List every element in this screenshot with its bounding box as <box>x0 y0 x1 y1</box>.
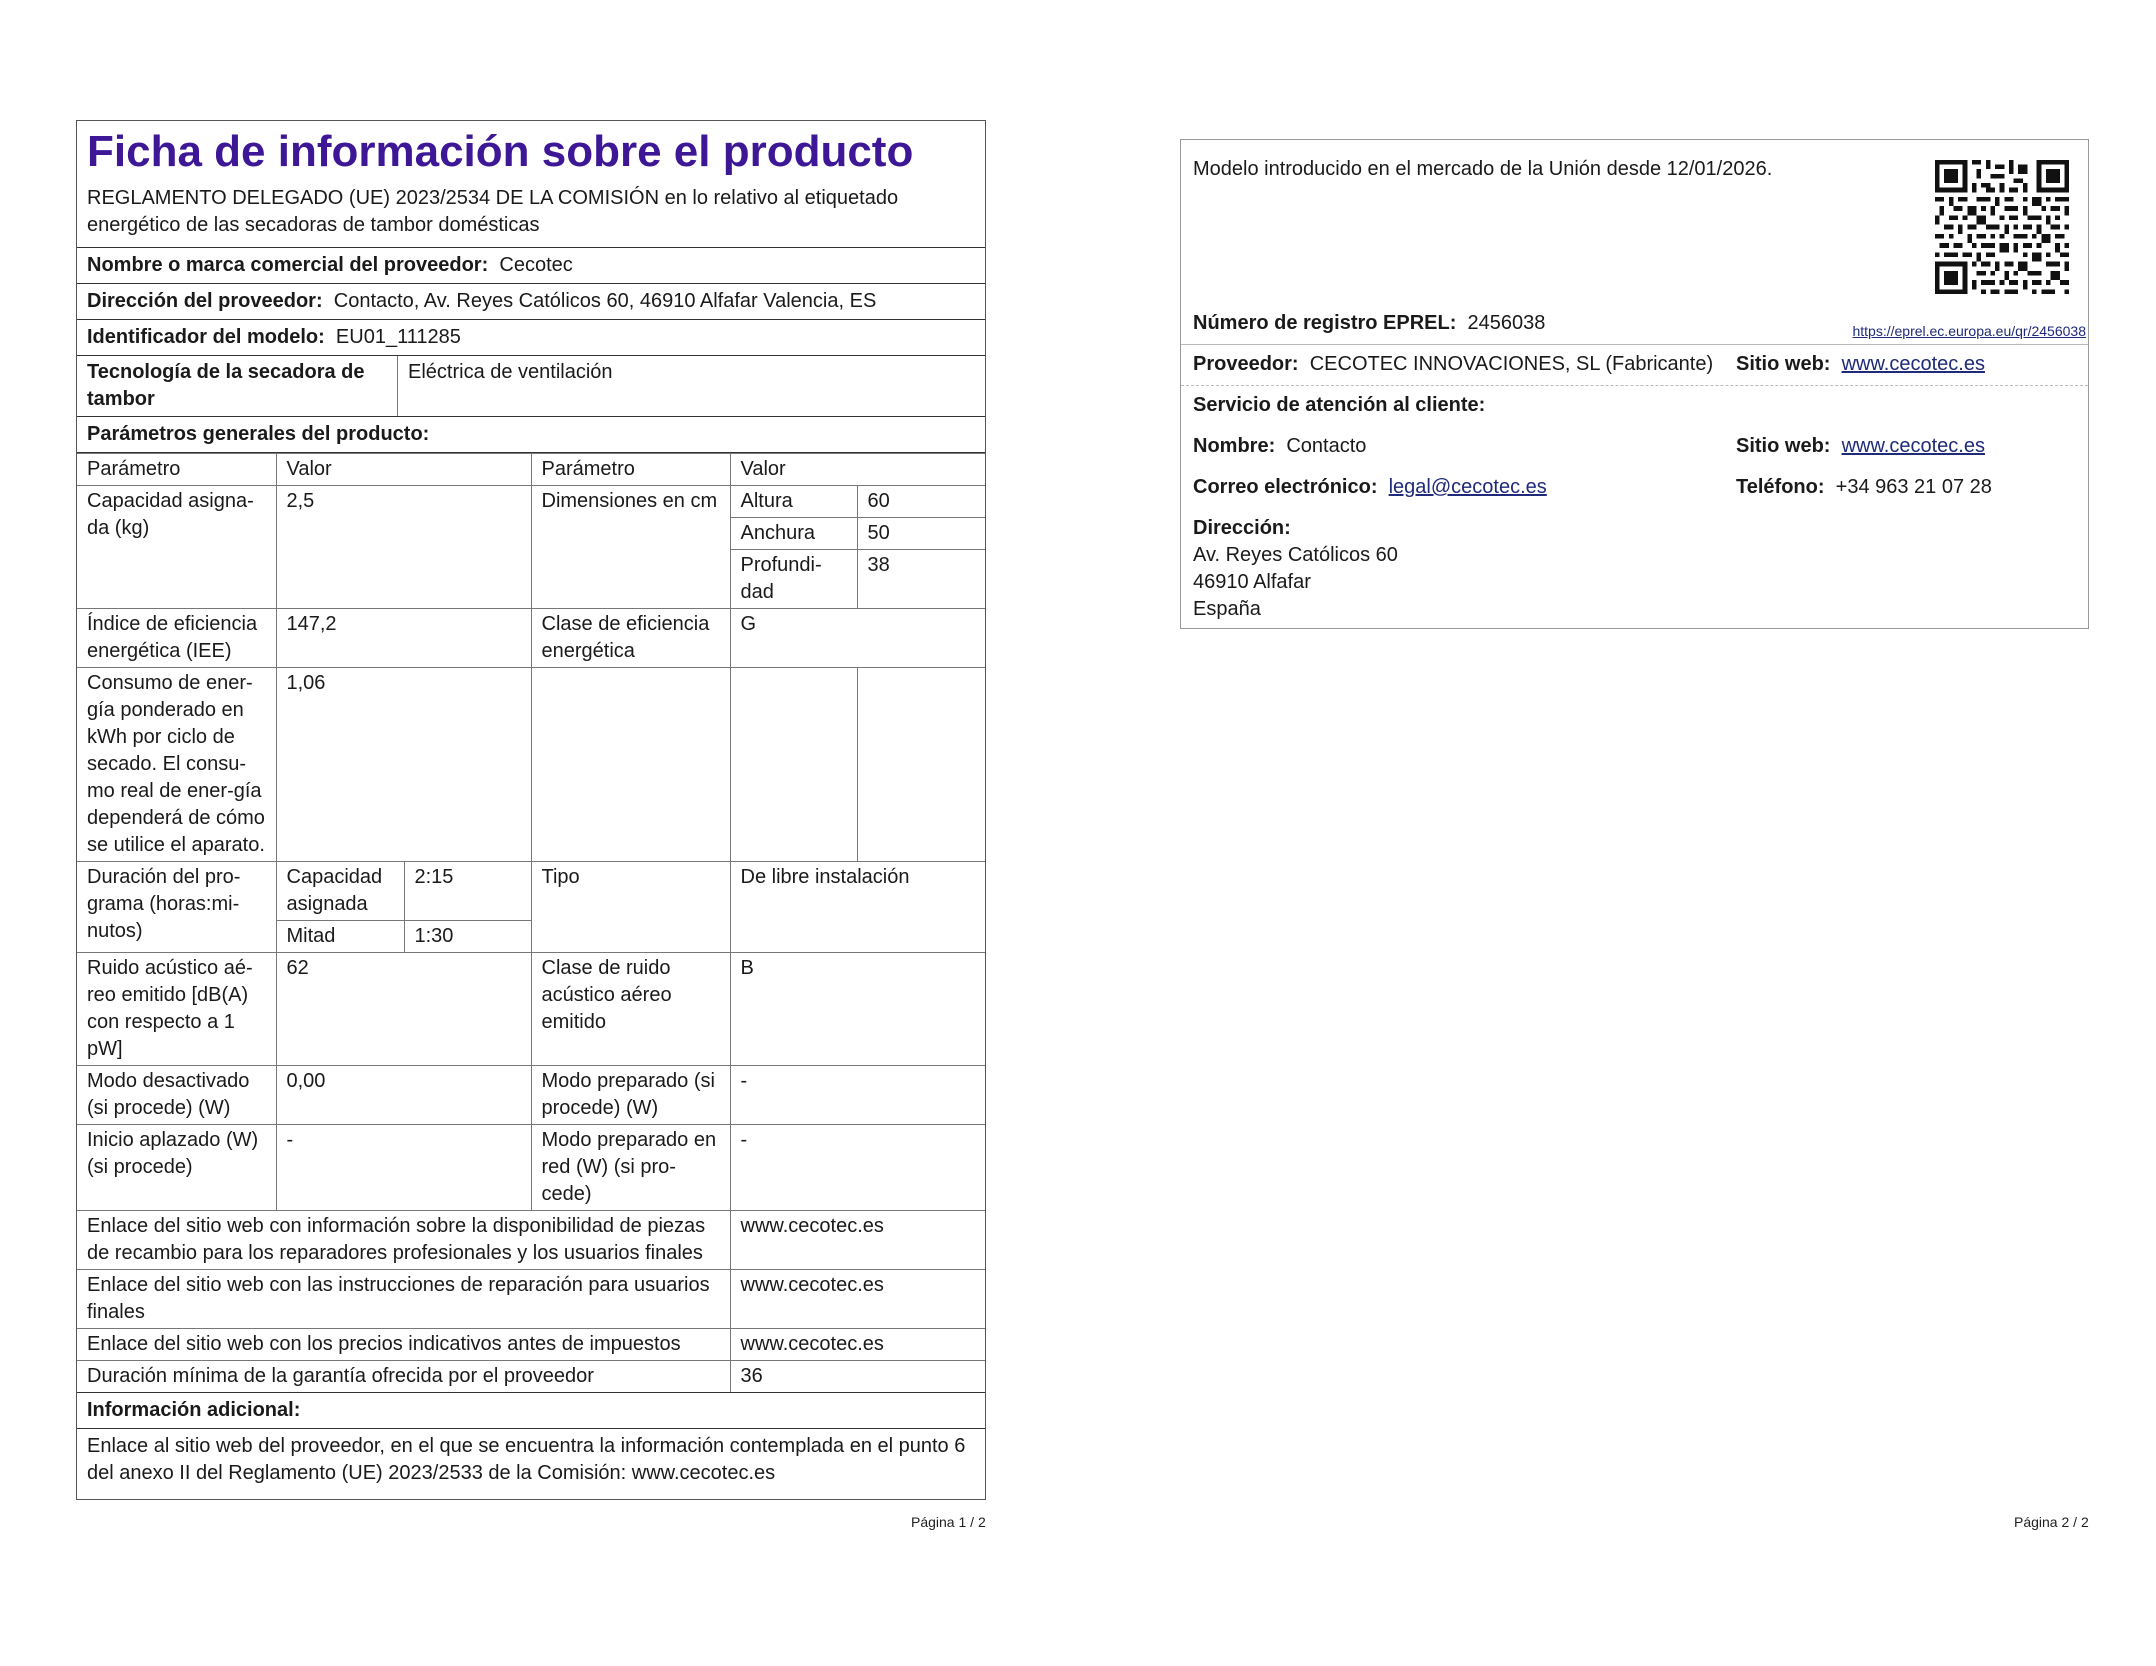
type-label: Tipo <box>531 862 730 953</box>
rated-capacity-time: 2:15 <box>404 862 531 921</box>
page-number-2: Página 2 / 2 <box>2014 1514 2089 1530</box>
address-line: 46910 Alfafar <box>1193 571 1311 593</box>
table-row <box>77 953 985 1066</box>
consumption-value: 1,06 <box>276 668 531 862</box>
noise-class-value: B <box>730 953 985 1066</box>
email-link[interactable]: legal@cecotec.es <box>1388 476 1547 498</box>
table-row <box>77 1361 985 1393</box>
rated-capacity-label: Capacidad asignada <box>276 862 404 921</box>
table-row <box>77 862 985 921</box>
capacity-value: 2,5 <box>276 486 531 609</box>
table-row <box>77 1329 985 1361</box>
col-param-header-2: Parámetro <box>531 454 730 486</box>
delay-start-value: - <box>276 1125 531 1211</box>
page-number-1: Página 1 / 2 <box>911 1514 986 1530</box>
eprel-url-link[interactable]: https://eprel.ec.europa.eu/qr/2456038 <box>1852 323 2086 339</box>
depth-label: Profundi-dad <box>730 550 857 609</box>
spare-parts-label: Enlace del sitio web con información sobre la disponibilidad de piezas de recambio para los reparadores profesionales y los usuarios finales <box>77 1211 730 1270</box>
empty-cell <box>730 668 857 862</box>
capacity-label: Capacidad asigna-da (kg) <box>77 486 276 609</box>
table-row <box>77 1125 985 1211</box>
noise-label: Ruido acústico aé-reo emitido [dB(A) con respecto a 1 pW] <box>77 953 276 1066</box>
qr-code-icon[interactable] <box>1935 160 2069 294</box>
off-mode-value: 0,00 <box>276 1066 531 1125</box>
prices-value: www.cecotec.es <box>730 1329 985 1361</box>
warranty-value: 36 <box>730 1361 985 1393</box>
eff-class-value: G <box>730 609 985 668</box>
model-label: Identificador del modelo: <box>87 326 325 348</box>
supplier-value: Cecotec <box>499 254 573 276</box>
phone-value: +34 963 21 07 28 <box>1835 476 1992 498</box>
eprel-header <box>1181 140 2088 345</box>
type-value: De libre instalación <box>730 862 985 953</box>
regulation-text: REGLAMENTO DELEGADO (UE) 2023/2534 DE LA COMISIÓN en lo relativo al etiquetado energético de las secadoras de tambor domésticas <box>77 179 985 248</box>
dimensions-label: Dimensiones en cm <box>531 486 730 609</box>
duration-label: Duración del pro-grama (horas:mi-nutos) <box>77 862 276 953</box>
height-label: Altura <box>730 486 857 518</box>
eei-label: Índice de eficiencia energética (IEE) <box>77 609 276 668</box>
prices-label: Enlace del sitio web con los precios indicativos antes de impuestos <box>77 1329 730 1361</box>
network-standby-value: - <box>730 1125 985 1211</box>
supplier-row <box>77 248 985 284</box>
name-value: Contacto <box>1286 435 1367 457</box>
table-row <box>77 1211 985 1270</box>
parameters-table <box>77 453 985 1393</box>
noise-class-label: Clase de ruido acústico aéreo emitido <box>531 953 730 1066</box>
model-row <box>77 320 985 356</box>
service-website <box>1736 433 1985 460</box>
address-label: Dirección del proveedor: <box>87 290 323 312</box>
name-label: Nombre: <box>1193 435 1276 457</box>
table-header-row <box>77 454 985 486</box>
height-value: 60 <box>857 486 985 518</box>
eprel-value: 2456038 <box>1467 312 1546 334</box>
warranty-label: Duración mínima de la garantía ofrecida por el proveedor <box>77 1361 730 1393</box>
contact-phone <box>1736 474 1992 501</box>
off-mode-label: Modo desactivado (si procede) (W) <box>77 1066 276 1125</box>
width-label: Anchura <box>730 518 857 550</box>
contact-name <box>1193 433 1366 460</box>
table-row <box>77 486 985 518</box>
email-label: Correo electrónico: <box>1193 476 1378 498</box>
product-information-sheet <box>76 120 986 1500</box>
website-link[interactable]: www.cecotec.es <box>1841 353 1985 375</box>
network-standby-label: Modo preparado en red (W) (si pro-cede) <box>531 1125 730 1211</box>
table-row <box>77 1270 985 1329</box>
market-intro-text: Modelo introducido en el mercado de la Unión desde 12/01/2026. <box>1193 158 1773 180</box>
provider-info <box>1193 351 1713 378</box>
table-row <box>77 609 985 668</box>
model-value: EU01_111285 <box>335 326 461 348</box>
provider-label: Proveedor: <box>1193 353 1299 375</box>
address-line: Av. Reyes Católicos 60 <box>1193 544 1398 566</box>
table-row <box>77 668 985 862</box>
supplier-label: Nombre o marca comercial del proveedor: <box>87 254 489 276</box>
col-value-header-2: Valor <box>730 454 985 486</box>
width-value: 50 <box>857 518 985 550</box>
standby-value: - <box>730 1066 985 1125</box>
technology-row <box>77 356 985 417</box>
technology-value: Eléctrica de ventilación <box>397 356 985 416</box>
empty-cell <box>531 668 730 862</box>
noise-value: 62 <box>276 953 531 1066</box>
eprel-info-panel <box>1180 139 2089 629</box>
address-heading: Dirección: <box>1193 517 1291 539</box>
address-value: Contacto, Av. Reyes Católicos 60, 46910 Alfafar Valencia, ES <box>333 290 877 312</box>
contact-email <box>1193 474 1547 501</box>
delay-start-label: Inicio aplazado (W) (si procede) <box>77 1125 276 1211</box>
eff-class-label: Clase de eficiencia energética <box>531 609 730 668</box>
additional-info-heading: Información adicional: <box>77 1393 985 1429</box>
standby-label: Modo preparado (si procede) (W) <box>531 1066 730 1125</box>
service-heading: Servicio de atención al cliente: <box>1193 394 1486 416</box>
spare-parts-value: www.cecotec.es <box>730 1211 985 1270</box>
eei-value: 147,2 <box>276 609 531 668</box>
website2-label: Sitio web: <box>1736 435 1831 457</box>
additional-info-text: Enlace al sitio web del proveedor, en el que se encuentra la información contemplada en el punto 6 del anexo II del Reglamento (UE) 2023/2533 de la Comisión: www.cecotec.es <box>87 1435 966 1484</box>
website2-link[interactable]: www.cecotec.es <box>1841 435 1985 457</box>
repair-label: Enlace del sitio web con las instrucciones de reparación para usuarios finales <box>77 1270 730 1329</box>
address-row <box>77 284 985 320</box>
website-label: Sitio web: <box>1736 353 1831 375</box>
half-time: 1:30 <box>404 921 531 953</box>
half-label: Mitad <box>276 921 404 953</box>
empty-cell <box>857 668 985 862</box>
customer-service-section <box>1181 386 2088 630</box>
col-param-header: Parámetro <box>77 454 276 486</box>
address-line: España <box>1193 598 1261 620</box>
eprel-label: Número de registro EPREL: <box>1193 312 1457 334</box>
technology-label: Tecnología de la secadora de tambor <box>87 361 365 410</box>
general-params-heading: Parámetros generales del producto: <box>77 417 985 453</box>
table-row <box>77 1066 985 1125</box>
phone-label: Teléfono: <box>1736 476 1825 498</box>
document-title: Ficha de información sobre el producto <box>87 127 914 176</box>
eprel-registration <box>1193 310 1545 337</box>
col-value-header: Valor <box>276 454 531 486</box>
consumption-label: Consumo de ener-gía ponderado en kWh por ciclo de secado. El consu-mo real de ener-gía dependerá de cómo se utilice el aparato. <box>77 668 276 862</box>
repair-value: www.cecotec.es <box>730 1270 985 1329</box>
depth-value: 38 <box>857 550 985 609</box>
provider-website <box>1736 351 1985 378</box>
service-address <box>1193 515 1398 623</box>
provider-row <box>1181 345 2088 386</box>
provider-value: CECOTEC INNOVACIONES, SL (Fabricante) <box>1309 353 1714 375</box>
